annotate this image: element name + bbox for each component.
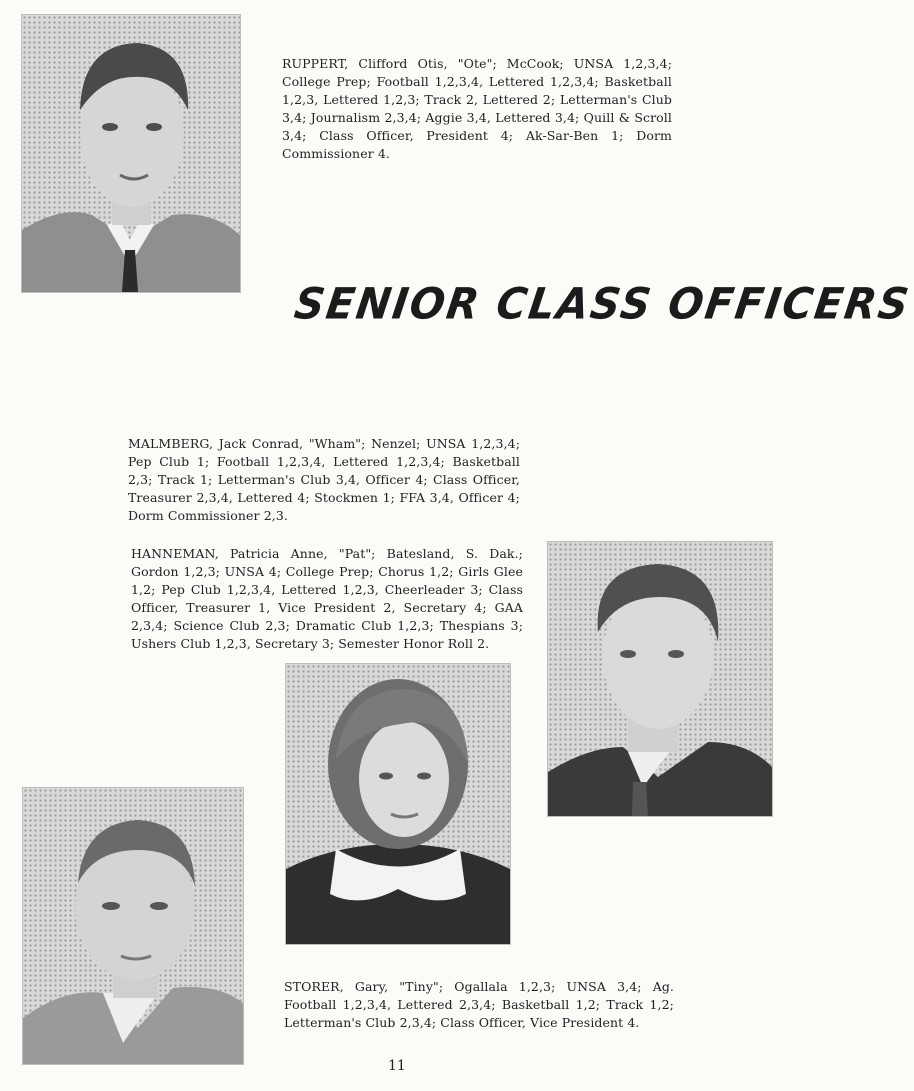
page-number: 11	[388, 1058, 406, 1074]
bio-malmberg: MALMBERG, Jack Conrad, "Wham"; Nenzel; UNSA 1,2,3,4; Pep Club 1; Football 1,2,3,4, Lettered 1,2,3,4; Basketball 2,3; Track 1; Letterman's Club 3,4, Officer 4; Class Officer, Treasurer 2,3,4, Lettered 4; Stockmen 1; FFA 3,4, Officer 4; Dorm Commissioner 2,3.	[128, 436, 520, 523]
portrait-storer	[22, 787, 244, 1065]
page-title: SENIOR CLASS OFFICERS	[291, 278, 914, 330]
bio-storer: STORER, Gary, "Tiny"; Ogallala 1,2,3; UNSA 3,4; Ag. Football 1,2,3,4, Lettered 2,3,4; Basketball 1,2; Track 1,2; Letterman's Club 2,3,4; Class Officer, Vice President 4.	[284, 979, 674, 1030]
bio-hanneman: HANNEMAN, Patricia Anne, "Pat"; Batesland, S. Dak.; Gordon 1,2,3; UNSA 4; College Prep; Chorus 1,2; Girls Glee 1,2; Pep Club 1,2,3,4, Lettered 1,2,3, Cheerleader 3; Class Officer, Treasurer 1, Vice President 2, Secretary 4; GAA 2,3,4; Science Club 2,3; Dramatic Club 1,2,3; Thespians 3; Ushers Club 1,2,3, Secretary 3; Semester Honor Roll 2.	[131, 546, 523, 651]
portrait-malmberg	[547, 541, 773, 817]
portrait-ruppert	[21, 14, 241, 293]
portrait-hanneman	[285, 663, 511, 945]
bio-ruppert: RUPPERT, Clifford Otis, "Ote"; McCook; UNSA 1,2,3,4; College Prep; Football 1,2,3,4, Lettered 1,2,3,4; Basketball 1,2,3, Lettered 1,2,3; Track 2, Lettered 2; Letterman's Club 3,4; Journalism 2,3,4; Aggie 3,4, Lettered 3,4; Quill & Scroll 3,4; Class Officer, President 4; Ak-Sar-Ben 1; Dorm Commissioner 4.	[282, 56, 672, 161]
